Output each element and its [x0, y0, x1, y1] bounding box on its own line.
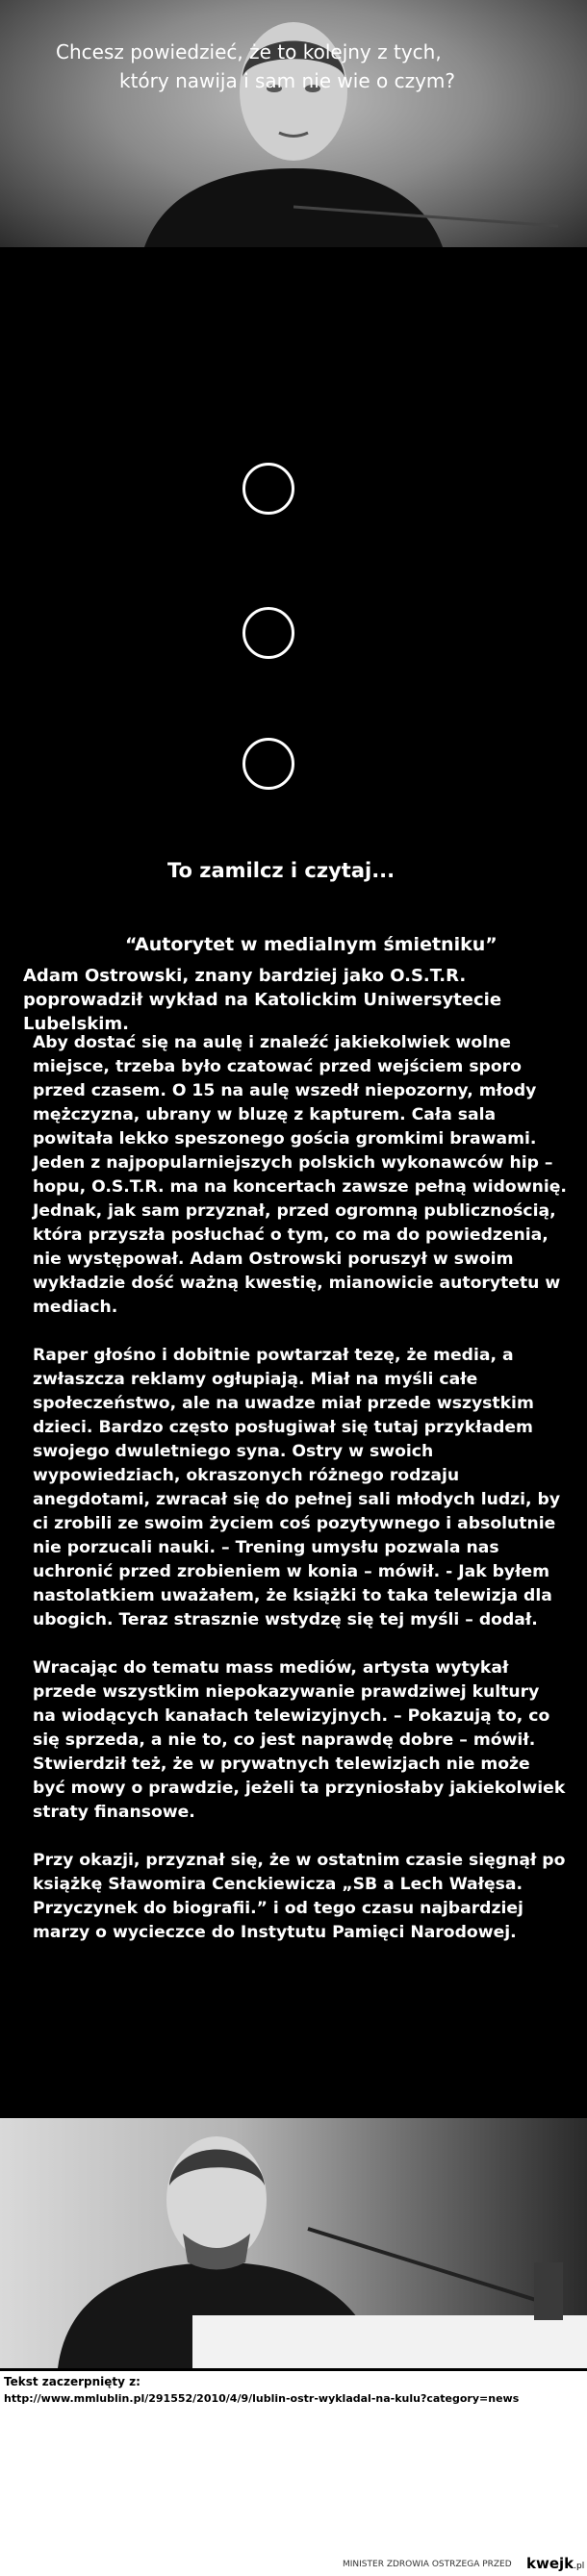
brand-suffix: .pl: [574, 2562, 585, 2571]
photo-ostr-portrait: [0, 0, 587, 247]
ministry-warning: MINISTER ZDROWIA OSTRZEGA PRZED: [343, 2560, 512, 2569]
circle-icon: [242, 463, 294, 515]
intro-line-2: który nawija i sam nie wie o czym?: [119, 69, 456, 92]
circle-icon: [242, 607, 294, 659]
article-paragraph: Raper głośno i dobitnie powtarzał tezę, że media, a zwłaszcza reklamy ogłupiają. Miał na myśli całe społeczeństwo, ale na uwadze miał przede wszystkim dzieci. Bardzo często posługiwał się tutaj przykładem swojego dwuletniego syna. Ostry w swoich wypowiedziach, okraszonych różnego rodzaju anegdotami, zwracał się do pełnej sali młodych ludzi, by ci zrobili ze swoim życiem coś pozytywnego i absolutnie nie porzucali nauki. – Trening umysłu pozwala nas uchronić przed zrobieniem w konia – mówił. - Jak byłem nastolatkiem uważałem, że książki to taka telewizja dla ubogich. Teraz strasznie wstydzę się tej myśli – dodał.: [33, 1346, 561, 1629]
article-paragraph: Przy okazji, przyznał się, że w ostatnim czasie sięgnął po książkę Sławomira Cenckiewicza „SB a Lech Wałęsa. Przyczynek do biografii.” i od tego czasu najbardziej marzy o wycieczce do Instytutu Pamięci Narodowej.: [33, 1851, 566, 1942]
source-label: Tekst zaczerpnięty z:: [4, 2375, 140, 2388]
source-box: [0, 2371, 587, 2576]
brand-name: kwejk: [526, 2555, 574, 2572]
article-paragraph: Aby dostać się na aulę i znaleźć jakiekolwiek wolne miejsce, trzeba było czatować przed wejściem sporo przed czasem. O 15 na aulę wszedł niepozorny, młody mężczyzna, ubrany w bluzę z kapturem. Cała sala powitała lekko speszonego gościa gromkimi brawami. Jeden z najpopularniejszych polskich wykonawców hip – hopu, O.S.T.R. ma na koncertach zawsze pełną widownię. Jednak, jak sam przyznał, przed ogromną publicznością, która przyszła posłuchać o tym, co ma do powiedzenia, nie występował. Adam Ostrowski poruszył w swoim wykładzie dość ważną kwestię, mianowicie autorytetu w mediach.: [33, 1033, 567, 1317]
kwejk-logo[interactable]: [526, 2555, 584, 2572]
call-to-action: To zamilcz i czytaj...: [167, 859, 396, 882]
article-title: “Autorytet w medialnym śmietniku”: [125, 934, 498, 955]
intro-line-1: Chcesz powiedzieć, że to kolejny z tych,: [56, 40, 442, 63]
source-link[interactable]: http://www.mmlublin.pl/291552/2010/4/9/lublin-ostr-wykladal-na-kulu?category=news: [4, 2392, 520, 2405]
portrait-illustration: [0, 0, 587, 247]
article-paragraph: Wracając do tematu mass mediów, artysta wytykał przede wszystkim niepokazywanie prawdziwej kultury na wiodących kanałach telewizyjnych. – Pokazują to, co się sprzeda, a nie to, co jest naprawdę dobre – mówił. Stwierdził też, że w prywatnych telewizjach nie może być mowy o prawdzie, jeżeli ta przyniosłaby jakiekolwiek straty finansowe.: [33, 1658, 566, 1822]
circle-icon: [242, 738, 294, 790]
article-body: [33, 1031, 568, 1969]
photo-ostr-lecture: [0, 2118, 587, 2368]
article-lead: Adam Ostrowski, znany bardziej jako O.S.T.R. poprowadził wykład na Katolickim Uniwersytecie Lubelskim.: [23, 966, 502, 1034]
lecture-illustration: [0, 2118, 587, 2368]
